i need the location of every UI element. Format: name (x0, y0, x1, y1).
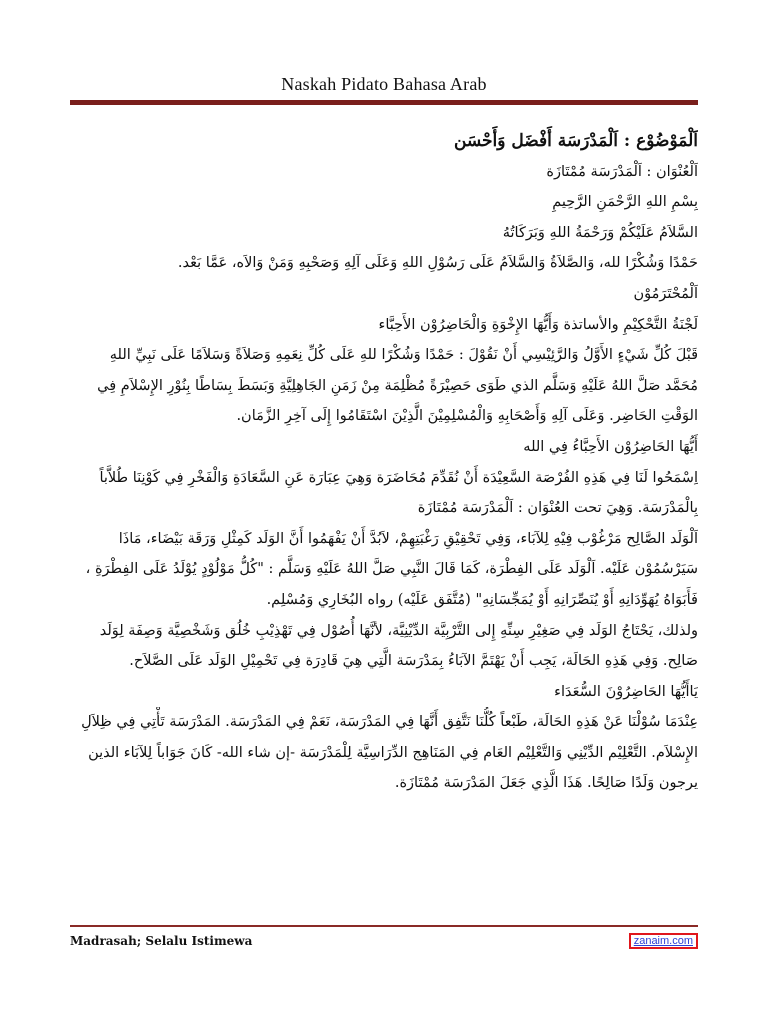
text-line: مُحَمَّد صَلَّ اللهُ عَلَيْهِ وَسَلَّم الذي طَوَى حَصِيْرَةً مُظْلِمَة مِنْ زَمَنِ الجَاهِلِيَّةِ وَبَسَطَ بِسَاطًا بِنُوْرِ الإِسْلاَمِ فِي (97, 377, 698, 394)
footer-site-link[interactable]: zanaim.com (629, 933, 698, 949)
text-line: الإِسْلاَم. التَّعْلِيْم الدِّيْنِي وَالتَّعْلِيْم العَام فِي المَنَاهِج الدِّرَاسِيَّة لِلْمَدْرَسَة -إن شاء الله- كَانَ جَوَاباً لِلآبَاء الذين (88, 744, 698, 761)
text-line: قَبْلَ كُلِّ شَيْءٍ الأَوَّلُ وَالرَّئِيْسِي أَنْ نَقُوْلَ : حَمْدًا وَشُكْرًا للهِ عَلَى كُلِّ نِعَمِهِ وَصَلاَةً وَسَلاَمًا عَلَى نَبِيِّ اللهِ (109, 347, 698, 364)
text-line: اَلْوَلَد الصَّالِح مَرْغُوْب فِيْهِ لِلآبَاء، وَفِي تَحْقِيْقِ رَغْبَتِهِمْ، لاَبُدَّ أَنْ يَفْهَمُوا أَنَّ الوَلَد كَمِثْلِ وَرَقَة بَيْضَاء، مَاذَا (118, 530, 698, 547)
address-audience: أَيُّهَا الحَاضِرُوْن الأَحِبَّاءُ فِي الله (523, 438, 698, 455)
text-line: صَالِح. وَفِي هَذِهِ الحَالَة، يَجِب أَنْ يَهْتَمَّ الآبَاءُ بِمَدْرَسَة الَّتِي هِيَ قَادِرَة فِي تَحْمِيْلِ الوَلَد عَلَى الصَّلاَح. (129, 653, 698, 670)
greeting: السَّلاَمُ عَلَيْكُمْ وَرَحْمَةُ اللهِ وَبَرَكَاتُهُ (502, 224, 698, 241)
footer-caption: Madrasah; Selalu Istimewa (70, 934, 253, 948)
speech-subject: اَلْمَوْضُوْع : اَلْمَدْرَسَة أَفْضَل وَأَحْسَن (453, 131, 698, 151)
text-line: فَأَبَوَاهُ يُهَوِّدَانِهِ أَوْ يُنَصِّرَانِهِ أَوْ يُمَجِّسَانِهِ" (مُتَّفَق عَلَيْه) رواه البُخَارِي وَمُسْلِم. (266, 591, 698, 608)
text-line: عِنْدَمَا سُوْلْنَا عَنْ هَذِهِ الحَالَة، طَبْعاً كُلُّنَا نَتَّفِق أَنَّهَا فِي المَدْرَسَة، نَعَمْ فِي المَدْرَسَة. المَدْرَسَة تَأْتِي فِي ظِلاَلِ (81, 714, 698, 731)
opening-praise: حَمْدًا وَشُكْرًا لله، وَالصَّلاَةُ وَالسَّلاَمُ عَلَى رَسُوْلِ اللهِ وَعَلَى آلِهِ وَصَحْبِهِ وَمَنْ وَالاَه، عَمَّا بَعْد. (177, 255, 698, 272)
text-line: يرجون وَلَدًا صَالِحًا. هَذَا الَّذِي جَعَلَ المَدْرَسَة مُمْتَازَة. (394, 775, 698, 792)
text-line: الوَقْتِ الحَاضِر. وَعَلَى آلِهِ وَأَصْحَابِهِ وَالْمُسْلِمِيْنَ الَّذِيْنَ اسْتَقَامُوا إِلَى آخِرِ الزَّمَان. (236, 408, 698, 425)
header-divider (70, 100, 698, 105)
page-title: Naskah Pidato Bahasa Arab (281, 74, 487, 94)
address-honored: اَلْمُحْتَرَمُوْن (633, 285, 698, 302)
text-line: اِسْمَحُوا لَنَا فِي هَذِهِ الفُرْصَة السَّعِيْدَة أَنْ نُقَدِّمَ مُحَاضَرَة وَهِيَ عِبَارَة عَنِ السَّعَادَةِ وَالْفَخْرِ فِي كَوْنِنَا طُلاَّباً (99, 469, 698, 486)
text-line: سَيَرْسُمُوْن عَلَيْه. اَلْوَلَد عَلَى الفِطْرَة، كَمَا قَالَ النَّبِي صَلَّ اللهُ عَلَيْهِ وَسَلَّم : "كُلُّ مَوْلُوْدٍ يُوْلَدُ عَلَى الفِطْرَةِ ، (85, 561, 698, 578)
footer-divider (70, 925, 698, 927)
text-line: بِالْمَدْرَسَة. وَهِيَ تحت العُنْوَان : اَلْمَدْرَسَة مُمْتَازَة (417, 500, 698, 517)
speech-heading: اَلْعُنْوَان : اَلْمَدْرَسَة مُمْتَازَة (546, 163, 698, 180)
text-line: ولذلك، يَحْتَاجُ الوَلَد فِي صَغِيْرِ سِنِّهِ إِلى التَّرْبِيَّة الدِّيْنِيَّة، لأنَّهَا أُصُوْل فِي تَهْذِيْبِ خُلُق وَشَخْصِيَّة وَصِفَة لِوَلَد (99, 622, 698, 639)
speech-text (70, 126, 698, 799)
address-audience: يَاأَيُّهَا الحَاضِرُوْنَ السُّعَدَاء (554, 683, 698, 700)
basmalah: بِسْمِ اللهِ الرَّحْمَنِ الرَّحِيمِ (552, 194, 698, 211)
address-committee: لَجْنَةُ التَّحْكِيْمِ والأساتذة وَأَيُّهَا الإِخْوَةِ وَالْحَاضِرُوْن الأَحِبَّاء (378, 316, 698, 333)
